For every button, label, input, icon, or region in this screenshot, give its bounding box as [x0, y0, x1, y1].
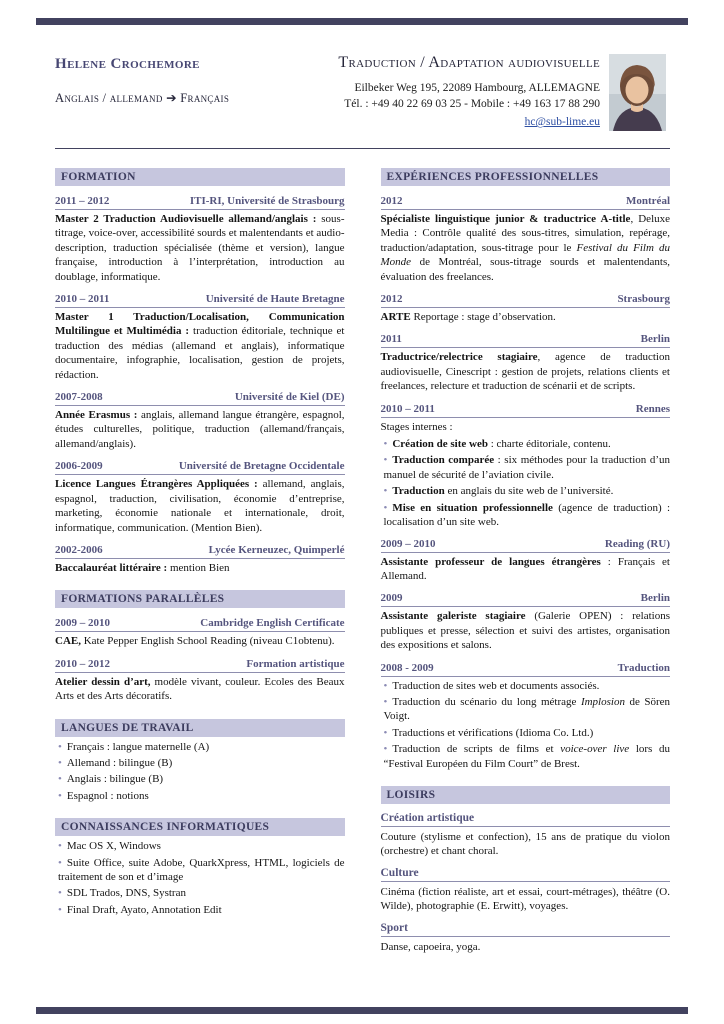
bullet-item	[381, 437, 671, 451]
person-name: Helene Crochemore	[55, 56, 200, 72]
text-segment: Assistante professeur de langues étrangères	[380, 555, 601, 568]
entry-date-row	[381, 532, 671, 553]
text-segment: Master 2 Traduction Audiovisuelle allemand/anglais :	[55, 213, 317, 225]
text-segment: Final Draft, Ayato, Annotation Edit	[66, 903, 222, 916]
bullet-item	[381, 726, 671, 740]
entry-paragraph	[381, 555, 671, 584]
text-segment: Master 1 Traduction/Localisation, Communication Multilingue et Multimédia :	[55, 311, 345, 338]
text-segment: Atelier dessin d’art,	[55, 675, 151, 688]
bullet-icon: •	[383, 679, 388, 692]
right-column	[381, 168, 671, 957]
section-header: CONNAISSANCES INFORMATIQUES	[55, 818, 345, 836]
bullet-item	[381, 695, 671, 724]
entry-date-row	[55, 454, 345, 475]
bullet-item	[381, 742, 671, 771]
text-segment: Traductrice/relectrice stagiaire	[380, 351, 538, 364]
text-segment: Implosion	[580, 695, 625, 708]
text-segment: Mac OS X, Windows	[66, 840, 161, 853]
entry-place: Université de Haute Bretagne	[205, 293, 345, 306]
text-segment: Anglais : bilingue (B)	[66, 773, 164, 786]
text-segment: Traduction du scénario du long métrage	[392, 695, 581, 708]
section-header: FORMATIONS PARALLÈLES	[55, 590, 345, 608]
subsection-text: Danse, capoeira, yoga.	[380, 940, 481, 953]
bullet-icon: •	[383, 501, 388, 514]
text-segment: Français : langue maternelle (A)	[66, 740, 210, 753]
text-segment: de Sören Voigt.	[383, 695, 671, 723]
bullet-icon: •	[383, 438, 388, 451]
entry-place: Reading (RU)	[604, 537, 670, 550]
bullet-icon: •	[58, 756, 62, 769]
text-segment: Spécialiste linguistique junior & traductrice A-title	[380, 213, 631, 225]
entry-place: Université de Bretagne Occidentale	[178, 460, 345, 473]
bullet-item	[55, 856, 345, 885]
subsection-header: Création artistique	[381, 807, 671, 827]
text-segment: , agence de traduction audiovisuelle, Cinescript : gestion de projets, relations clients et freelances, relecture et traduction de scénarii et de scripts.	[380, 351, 670, 393]
bullet-item	[55, 839, 345, 853]
entry-place: Berlin	[640, 333, 670, 346]
entry-place: Strasbourg	[617, 293, 670, 306]
text-segment: lors du “Festival Européen du Film Court” de Brest.	[383, 743, 670, 770]
entry-paragraph	[55, 408, 345, 451]
bullet-icon: •	[383, 726, 388, 739]
text-segment: Traduction de sites web et documents associés.	[392, 679, 600, 692]
entry-date-row	[55, 189, 345, 210]
entry-place: Traduction	[617, 661, 670, 674]
entry-date: 2002-2006	[55, 543, 103, 556]
entry-paragraph	[55, 477, 345, 535]
entry-date-row	[381, 287, 671, 308]
entry-place: Berlin	[640, 592, 670, 605]
entry-paragraph	[381, 609, 671, 652]
bottom-border-bar	[36, 1007, 688, 1014]
text-segment: Année Erasmus :	[55, 409, 138, 422]
text-segment: ARTE	[380, 311, 411, 324]
entry-paragraph	[55, 310, 345, 382]
entry-date: 2012	[380, 293, 403, 306]
entry-date-row	[55, 538, 345, 559]
entry-place: Formation artistique	[246, 657, 345, 670]
text-segment: modèle vivant, couleur. Ecoles des Beaux Arts et des Arts décoratifs.	[55, 675, 345, 703]
text-segment: Traduction comparée	[392, 454, 495, 467]
text-segment: Licence Langues Étrangères Appliquées :	[55, 478, 258, 491]
bullet-item	[55, 886, 345, 900]
entry-place: Lycée Kerneuzec, Quimperlé	[208, 543, 345, 556]
bullet-icon: •	[58, 740, 62, 753]
entry-date-row	[381, 327, 671, 348]
cv-body	[55, 168, 670, 957]
entry-date: 2012	[380, 195, 403, 207]
bullet-item	[381, 484, 671, 498]
bullet-item	[55, 772, 345, 786]
text-segment: de Montréal, sous-titrage sourds et malentendants, évaluation des freelances.	[380, 256, 670, 283]
text-segment: : six méthodes pour la traduction d’un manuel de sécurité de l’aviation civile.	[383, 454, 670, 481]
text-segment: Traduction de scripts de films et	[392, 743, 561, 756]
entry-paragraph	[381, 212, 671, 284]
text-segment: sous-titrage, voice-over, accessibilité sourds et malentendants et audio-description, traduction spécialisée (thème et version), langue française, introduction à l’interprétation, introduction au doublage, informatique.	[55, 213, 345, 283]
text-segment: : charte éditoriale, contenu.	[487, 438, 611, 451]
header-identity	[55, 56, 229, 106]
bullet-item	[55, 740, 345, 754]
entry-date: 2011 – 2012	[55, 195, 110, 207]
entry-place: Université de Kiel (DE)	[234, 391, 345, 404]
header-divider	[55, 148, 670, 149]
text-segment: Festival du Film du Monde	[380, 241, 670, 269]
bullet-item	[381, 501, 671, 530]
bullet-icon: •	[58, 789, 62, 802]
entry-paragraph	[55, 634, 345, 648]
email-link[interactable]: hc@sub-lime.eu	[524, 116, 600, 129]
address-line: Eilbeker Weg 195, 22089 Hambourg, ALLEMAGNE	[354, 82, 600, 94]
entry-date-row	[55, 652, 345, 673]
text-segment: (agence de traduction) : localisation d’un site web.	[383, 501, 671, 529]
section-header: EXPÉRIENCES PROFESSIONNELLES	[381, 168, 671, 186]
portrait-photo-graphic	[609, 54, 666, 131]
bullet-item	[55, 756, 345, 770]
subsection-header: Culture	[381, 862, 671, 882]
entry-place: Rennes	[635, 402, 670, 415]
entry-date: 2011	[380, 333, 402, 346]
bullet-icon: •	[383, 485, 388, 498]
left-column	[55, 168, 345, 957]
text-segment: Mise en situation professionnelle	[392, 501, 553, 514]
text-segment: en anglais du site web de l’université.	[444, 485, 614, 498]
bullet-item	[55, 903, 345, 917]
section-header: LOISIRS	[381, 786, 671, 804]
bullet-icon: •	[383, 743, 388, 756]
text-segment: traduction éditoriale, technique et traduction des médias (allemand et anglais), informatique documentaire, infographie, localisation, gestion de projets, rédaction.	[55, 325, 345, 381]
entry-date-row	[381, 397, 671, 418]
bullet-icon: •	[58, 887, 62, 900]
subsection-header: Sport	[381, 917, 671, 937]
entry-date: 2009 – 2010	[380, 537, 436, 550]
phone-line: Tél. : +49 40 22 69 03 25 - Mobile : +49 163 17 88 290	[344, 98, 600, 111]
text-segment: Stages internes :	[380, 420, 453, 433]
entry-date: 2010 – 2011	[55, 293, 110, 306]
subsection-text: Couture (stylisme et confection), 15 ans de pratique du violon (orchestre) et chant choral.	[380, 830, 670, 858]
header-contact	[338, 54, 600, 130]
entry-paragraph	[381, 420, 671, 434]
text-segment: : Français et Allemand.	[380, 555, 670, 582]
top-border-bar	[36, 18, 688, 25]
entry-date-row	[381, 586, 671, 607]
entry-place: Montréal	[626, 195, 670, 207]
bullet-icon: •	[58, 903, 62, 916]
section-header: LANGUES DE TRAVAIL	[55, 719, 345, 737]
text-segment: Espagnol : notions	[66, 789, 149, 802]
entry-date: 2009	[380, 592, 403, 605]
language-pair: Anglais / allemand ➔ Français	[55, 91, 230, 105]
text-segment: Baccalauréat littéraire :	[55, 561, 168, 574]
text-segment: Kate Pepper English School Reading (niveau C1obtenu).	[80, 635, 335, 648]
bullet-icon: •	[383, 454, 388, 467]
entry-paragraph	[55, 561, 345, 575]
bullet-icon: •	[383, 695, 388, 708]
text-segment: anglais, allemand langue étrangère, espagnol, études culturelles, politique, traduction (allemand/français, allemand/anglais).	[55, 409, 345, 450]
entry-date: 2010 – 2012	[55, 657, 110, 670]
section-header: FORMATION	[55, 168, 345, 186]
bullet-item	[55, 789, 345, 803]
text-segment: Suite Office, suite Adobe, QuarkXpress, HTML, logiciels de traitement de son et d’image	[58, 856, 345, 883]
bullet-icon: •	[58, 856, 62, 869]
text-segment: CAE,	[55, 635, 81, 648]
entry-date: 2007-2008	[55, 391, 103, 404]
bullet-icon: •	[58, 773, 62, 786]
text-segment: Reportage : stage d’observation.	[410, 311, 556, 324]
text-segment: Assistante galeriste stagiaire	[380, 610, 526, 623]
text-segment: voice-over live	[560, 743, 630, 756]
entry-date-row	[55, 385, 345, 406]
entry-paragraph	[55, 212, 345, 284]
entry-place: ITI-RI, Université de Strasbourg	[189, 195, 345, 207]
text-segment: mention Bien	[167, 561, 230, 574]
entry-date-row	[55, 611, 345, 632]
entry-date: 2008 - 2009	[380, 661, 434, 674]
text-segment: SDL Trados, DNS, Systran	[66, 887, 186, 900]
entry-date-row	[381, 189, 671, 210]
text-segment: allemand, anglais, espagnol, traduction, civilisation, économie d’entreprise, marketing, économie nationale et internationale, droit, informatique, communication. (Mention Bien).	[55, 478, 345, 534]
entry-place: Cambridge English Certificate	[200, 617, 345, 630]
entry-paragraph	[381, 350, 671, 393]
entry-date-row	[381, 656, 671, 677]
text-segment: (Galerie OPEN) : relations publiques et presse, sélection et suivi des artistes, organisation des expositions et salons.	[380, 610, 670, 652]
portrait-photo	[609, 54, 666, 131]
bullet-item	[381, 453, 671, 482]
entry-date: 2009 – 2010	[55, 617, 110, 630]
bullet-item	[381, 679, 671, 693]
entry-date: 2010 – 2011	[380, 402, 435, 415]
text-segment: Création de site web	[392, 438, 488, 451]
entry-paragraph	[55, 675, 345, 704]
entry-paragraph	[381, 310, 671, 324]
text-segment: Traductions et vérifications (Idioma Co. Ltd.)	[392, 726, 594, 739]
profession-title: Traduction / Adaptation audiovisuelle	[338, 54, 600, 71]
text-segment: Traduction	[392, 485, 445, 498]
subsection-text: Cinéma (fiction réaliste, art et essai, court-métrages), théâtre (O. Wilde), photographie (E. Erwitt), voyages.	[380, 885, 670, 913]
entry-date: 2006-2009	[55, 460, 103, 473]
text-segment: Allemand : bilingue (B)	[66, 756, 173, 769]
bullet-icon: •	[58, 840, 62, 853]
entry-date-row	[55, 287, 345, 308]
text-segment: , Deluxe Media : Contrôle qualité des sous-titres, simulation, repérage, traduction/adaptation, sous-titrage pour le	[380, 213, 671, 254]
